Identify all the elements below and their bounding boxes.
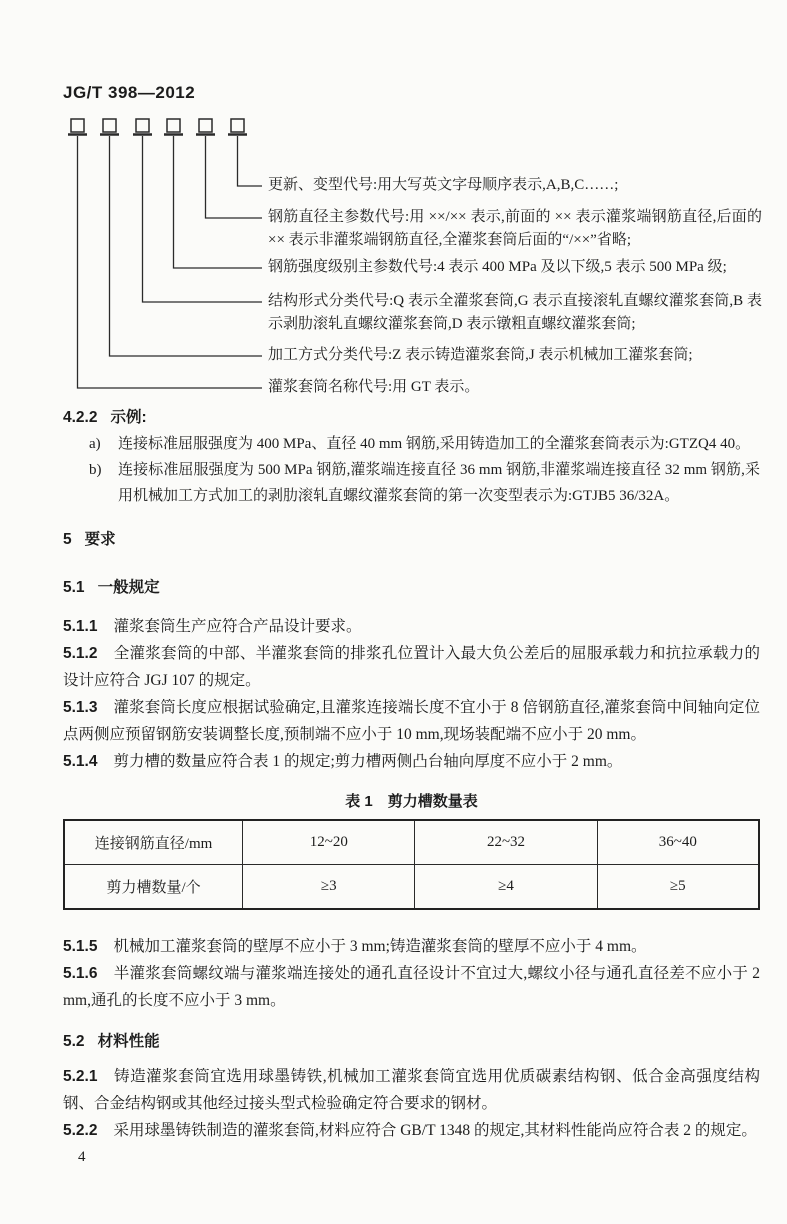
table-cell: 36~40 xyxy=(597,820,759,865)
section-5-1-heading xyxy=(63,575,760,601)
clause-title: 示例: xyxy=(110,409,147,426)
clause-number: 5.1.3 xyxy=(63,699,98,716)
page-number: 4 xyxy=(78,1149,86,1165)
table-row xyxy=(64,865,759,910)
diagram-label-structure-type-code: 结构形式分类代号:Q 表示全灌浆套筒,G 表示直接滚轧直螺纹灌浆套筒,B 表示剥肋滚轧直螺纹灌浆套筒,D 表示镦粗直螺纹灌浆套筒; xyxy=(268,293,762,332)
list-marker: a) xyxy=(89,436,101,452)
clause-text: 全灌浆套筒的中部、半灌浆套筒的排浆孔位置计入最大负公差后的屈服承载力和抗拉承载力的设计应符合 JGJ 107 的规定。 xyxy=(63,645,760,689)
example-text: 连接标准屈服强度为 400 MPa、直径 40 mm 钢筋,采用铸造加工的全灌浆套筒表示为:GTZQ4 40。 xyxy=(118,436,751,452)
clause-text: 采用球墨铸铁制造的灌浆套筒,材料应符合 GB/T 1348 的规定,其材料性能尚应符合表 2 的规定。 xyxy=(113,1122,757,1139)
diagram-label-bar-diameter-code: 钢筋直径主参数代号:用 ××/×× 表示,前面的 ×× 表示灌浆端钢筋直径,后面的 ×× 表示非灌浆端钢筋直径,全灌浆套筒后面的“/××”省略; xyxy=(268,209,762,248)
table-cell: 连接钢筋直径/mm xyxy=(64,820,243,865)
table-1-caption: 表 1 剪力槽数量表 xyxy=(345,793,478,810)
clause-5-2-2 xyxy=(63,1117,760,1144)
clause-5-1-5 xyxy=(63,933,760,960)
designation-code-diagram xyxy=(63,115,760,405)
section-number: 5.2 xyxy=(63,1033,85,1050)
clause-number: 5.1.5 xyxy=(63,938,98,955)
diagram-label-sleeve-name-code: 灌浆套筒名称代号:用 GT 表示。 xyxy=(268,379,480,395)
clause-number: 5.2.2 xyxy=(63,1122,98,1139)
section-number: 5 xyxy=(63,531,72,548)
clause-text: 机械加工灌浆套筒的壁厚不应小于 3 mm;铸造灌浆套筒的壁厚不应小于 4 mm。 xyxy=(113,938,647,955)
clause-text: 半灌浆套筒螺纹端与灌浆端连接处的通孔直径设计不宜过大,螺纹小径与通孔直径差不应小于 2 mm,通孔的长度不应小于 3 mm。 xyxy=(63,965,760,1009)
section-5-2-heading xyxy=(63,1029,760,1055)
clause-number: 5.1.6 xyxy=(63,965,98,982)
diagram-label-update-variant-code: 更新、变型代号:用大写英文字母顺序表示,A,B,C……; xyxy=(268,177,619,193)
clause-5-1-1 xyxy=(63,613,760,640)
section-title: 一般规定 xyxy=(97,579,160,596)
clause-4-2-2-heading xyxy=(63,405,760,431)
table-1-shear-groove-count xyxy=(63,819,760,910)
clause-number: 5.2.1 xyxy=(63,1068,98,1085)
clause-5-2-1 xyxy=(63,1063,760,1117)
clause-text: 铸造灌浆套筒宜选用球墨铸铁,机械加工灌浆套筒宜选用优质碳素结构钢、低合金高强度结构钢、合金结构钢或其他经过接头型式检验确定符合要求的钢材。 xyxy=(63,1068,760,1112)
table-cell: ≥4 xyxy=(415,865,597,910)
example-item-b xyxy=(63,457,760,509)
clause-5-1-3 xyxy=(63,694,760,748)
clause-5-1-4 xyxy=(63,748,760,775)
diagram-label-process-type-code: 加工方式分类代号:Z 表示铸造灌浆套筒,J 表示机械加工灌浆套筒; xyxy=(268,347,693,363)
clause-text: 灌浆套筒生产应符合产品设计要求。 xyxy=(113,618,362,635)
section-title: 材料性能 xyxy=(97,1033,160,1050)
clause-5-1-2 xyxy=(63,640,760,694)
doc-code: JG/T 398—2012 xyxy=(63,83,196,102)
example-text: 连接标准屈服强度为 500 MPa 钢筋,灌浆端连接直径 36 mm 钢筋,非灌浆端连接直径 32 mm 钢筋,采用机械加工方式加工的剥肋滚轧直螺纹灌浆套筒的第一次变型表示为:GTJB5 36/32A。 xyxy=(118,462,760,504)
clause-text: 剪力槽的数量应符合表 1 的规定;剪力槽两侧凸台轴向厚度不应小于 2 mm。 xyxy=(113,753,623,770)
example-item-a xyxy=(63,431,760,457)
diagram-label-strength-grade-code: 钢筋强度级别主参数代号:4 表示 400 MPa 及以下级,5 表示 500 MPa 级; xyxy=(268,259,727,275)
table-cell: ≥5 xyxy=(597,865,759,910)
list-marker: b) xyxy=(89,462,102,478)
table-cell: 12~20 xyxy=(243,820,415,865)
section-title: 要求 xyxy=(84,531,116,548)
clause-number: 5.1.1 xyxy=(63,618,98,635)
section-5-heading xyxy=(63,527,760,553)
clause-number: 5.1.4 xyxy=(63,753,98,770)
clause-5-1-6 xyxy=(63,960,760,1014)
table-cell: 剪力槽数量/个 xyxy=(64,865,243,910)
section-number: 5.1 xyxy=(63,579,85,596)
clause-number: 5.1.2 xyxy=(63,645,98,662)
table-row xyxy=(64,820,759,865)
table-cell: ≥3 xyxy=(243,865,415,910)
table-cell: 22~32 xyxy=(415,820,597,865)
clause-number: 4.2.2 xyxy=(63,409,98,426)
clause-text: 灌浆套筒长度应根据试验确定,且灌浆连接端长度不宜小于 8 倍钢筋直径,灌浆套筒中间轴向定位点两侧应预留钢筋安装调整长度,预制端不应小于 10 mm,现场装配端不应小于 20 mm。 xyxy=(63,699,760,743)
